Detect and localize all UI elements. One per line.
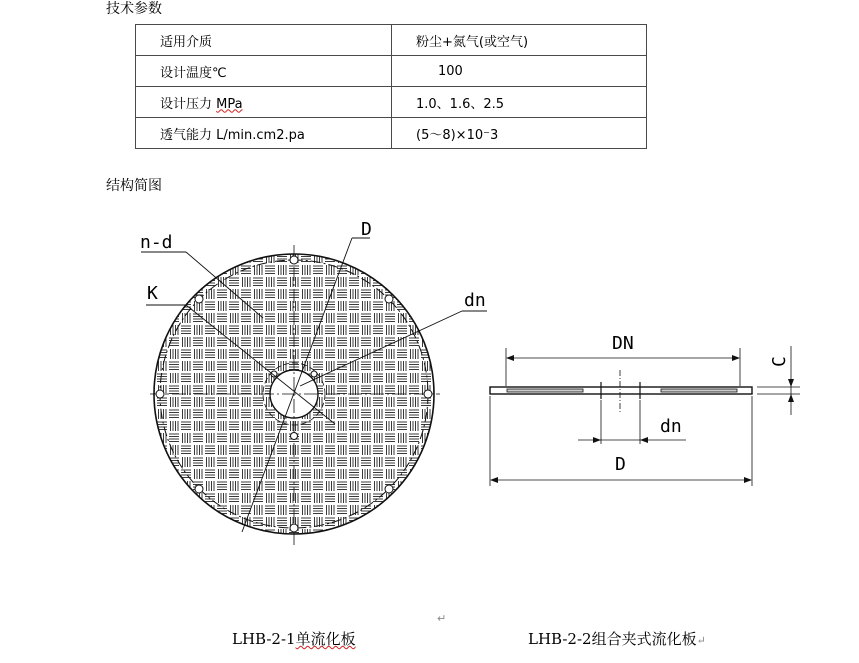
label-DN: DN xyxy=(612,333,634,354)
unit-text: MPa xyxy=(216,96,243,112)
label-text: 设计压力 xyxy=(160,96,217,112)
caption-code: LHB-2-1 xyxy=(232,630,296,648)
label-dn-2: dn xyxy=(660,416,682,437)
caption-code: LHB-2-2 xyxy=(528,630,592,648)
label-C: C xyxy=(769,356,790,367)
caption-name: 单流化板 xyxy=(295,630,356,648)
caption-name: 组合夹式流化板 xyxy=(591,630,697,648)
bolt-hole xyxy=(195,485,203,493)
param-value: (5～8)×10⁻3 xyxy=(392,118,647,149)
label-nd: n-d xyxy=(140,232,173,253)
param-value: 1.0、1.6、2.5 xyxy=(392,87,647,118)
label-dn: dn xyxy=(464,290,486,311)
bolt-hole xyxy=(424,390,432,398)
paragraph-mark: ↵ xyxy=(696,634,706,647)
small-hole xyxy=(311,371,317,377)
param-value: 粉尘+氮气(或空气) xyxy=(392,25,647,56)
label-K: K xyxy=(147,283,158,304)
bolt-hole xyxy=(195,295,203,303)
section-title-tech-params: 技术参数 xyxy=(106,1,162,17)
section-title-structure: 结构简图 xyxy=(106,178,162,194)
label-D-2: D xyxy=(615,454,626,475)
filter-layer-left xyxy=(507,389,583,392)
bolt-hole xyxy=(156,390,164,398)
combined-plate-drawing xyxy=(490,346,800,486)
filter-layer-right xyxy=(661,389,737,392)
label-D: D xyxy=(361,219,372,240)
param-label: 设计温度℃ xyxy=(136,56,392,87)
bolt-hole xyxy=(385,485,393,493)
bolt-hole xyxy=(385,295,393,303)
single-plate-drawing xyxy=(140,219,487,548)
caption-combined-plate xyxy=(528,628,706,649)
param-label: 适用介质 xyxy=(136,25,392,56)
param-value-text: 100 xyxy=(438,63,463,79)
caption-single-plate xyxy=(232,628,356,649)
bolt-hole xyxy=(290,256,298,264)
paragraph-mark: ↵ xyxy=(437,612,447,625)
param-label: 透气能力 L/min.cm2.pa xyxy=(136,118,392,149)
small-hole xyxy=(291,433,298,440)
bolt-hole xyxy=(290,524,298,532)
